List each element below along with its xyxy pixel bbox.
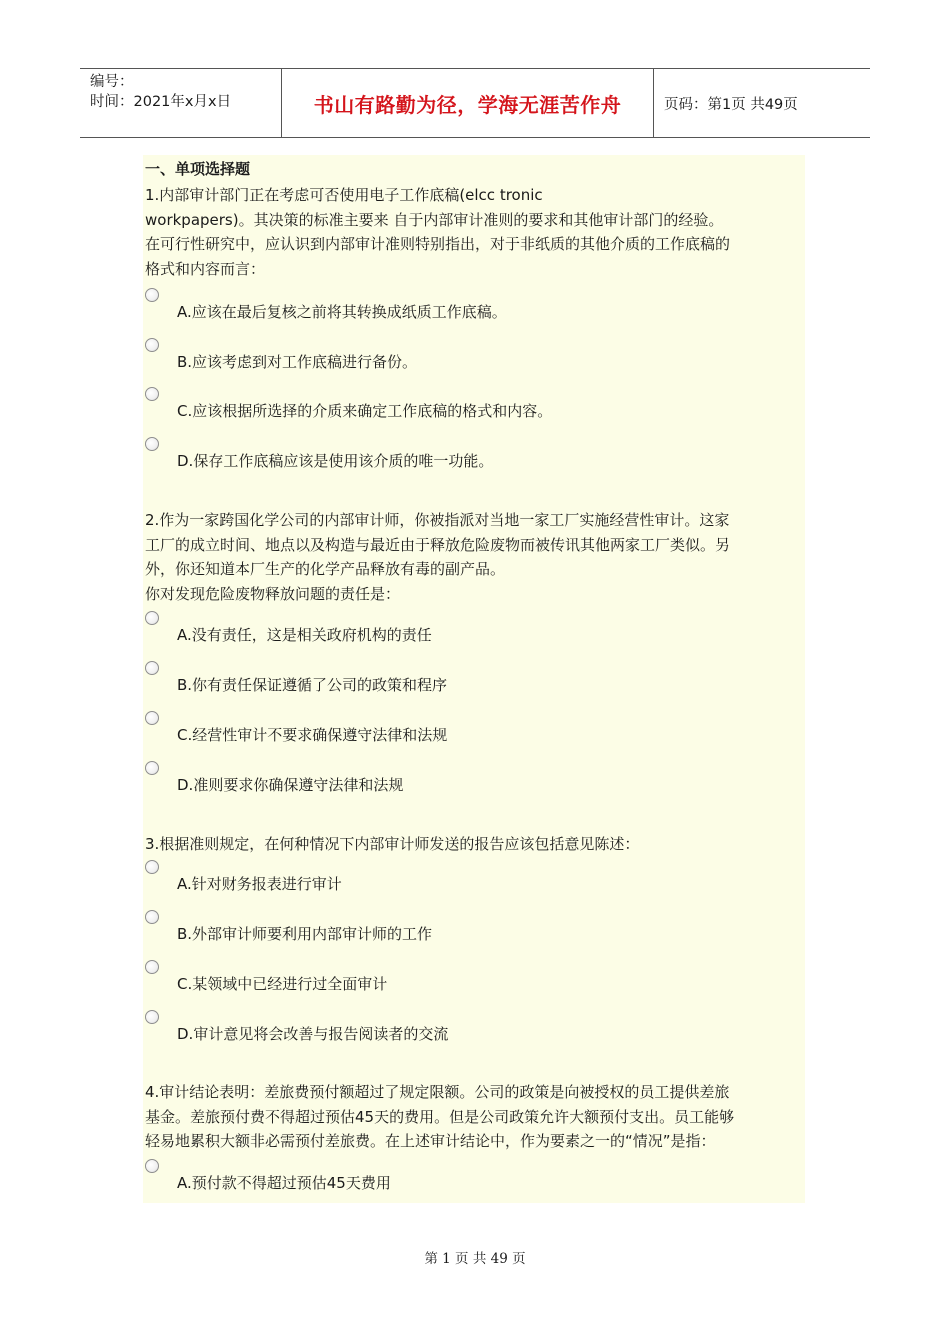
radio-q3-d[interactable] (145, 1010, 159, 1024)
radio-q4-a[interactable] (145, 1159, 159, 1173)
question-stem-2: 2.作为一家跨国化学公司的内部审计师，你被指派对当地一家工厂实施经营性审计。这家 工厂的成立时间、地点以及构造与最近由于释放危险废物而被传讯其他两家工厂类似。另 外，你还知道本厂生产的化学产品释放有毒的副产品。 你对发现危险废物释放问题的责任是： (145, 511, 731, 603)
header-meta (80, 69, 282, 137)
option-q2-d: D.准则要求你确保遵守法律和法规 (177, 776, 404, 794)
header-page-info: 页码：第1页 共49页 (664, 96, 798, 113)
option-q1-d: D.保存工作底稿应该是使用该介质的唯一功能。 (177, 452, 494, 470)
radio-q1-a[interactable] (145, 288, 159, 302)
header-motto: 书山有路勤为径，学海无涯苦作舟 (282, 69, 654, 137)
radio-q1-d[interactable] (145, 437, 159, 451)
option-q2-a: A.没有责任，这是相关政府机构的责任 (177, 626, 432, 644)
option-q2-c: C.经营性审计不要求确保遵守法律和法规 (177, 726, 448, 744)
option-q1-b: B.应该考虑到对工作底稿进行备份。 (177, 353, 418, 371)
option-q3-c: C.某领域中已经进行过全面审计 (177, 975, 388, 993)
radio-q2-d[interactable] (145, 761, 159, 775)
question-stem-4: 4.审计结论表明：差旅费预付额超过了规定限额。公司的政策是向被授权的员工提供差旅 基金。差旅预付费不得超过预估45天的费用。但是公司政策允许大额预付支出。员工能够 轻易地累积大额非必需预付差旅费。在上述审计结论中，作为要素之一的“情况”是指： (145, 1083, 735, 1150)
radio-q2-c[interactable] (145, 711, 159, 725)
radio-q3-b[interactable] (145, 910, 159, 924)
option-q3-a: A.针对财务报表进行审计 (177, 875, 342, 893)
number-label: 编号： (90, 74, 134, 90)
option-q4-a: A.预付款不得超过预估45天费用 (177, 1174, 391, 1192)
option-q1-c: C.应该根据所选择的介质来确定工作底稿的格式和内容。 (177, 402, 553, 420)
radio-q2-b[interactable] (145, 661, 159, 675)
radio-q3-a[interactable] (145, 860, 159, 874)
section-title: 一、单项选择题 (145, 160, 251, 178)
question-stem-3: 3.根据准则规定，在何种情况下内部审计师发送的报告应该包括意见陈述： (145, 835, 640, 853)
radio-q3-c[interactable] (145, 960, 159, 974)
page-footer: 第 1 页 共 49 页 (424, 1251, 526, 1267)
radio-q1-c[interactable] (145, 387, 159, 401)
option-q2-b: B.你有责任保证遵循了公司的政策和程序 (177, 676, 448, 694)
page-header (80, 68, 870, 138)
option-q3-b: B.外部审计师要利用内部审计师的工作 (177, 925, 433, 943)
time-label: 时间：2021年x月x日 (90, 94, 232, 110)
question-stem-1: 1.内部审计部门正在考虑可否使用电子工作底稿(elcc tronic workpapers)。其决策的标准主要来 自于内部审计准则的要求和其他审计部门的经验。 在可行性研究中，应认识到内部审计准则特别指出，对于非纸质的其他介质的工作底稿的 格式和内容而言： (145, 186, 731, 278)
radio-q1-b[interactable] (145, 338, 159, 352)
option-q3-d: D.审计意见将会改善与报告阅读者的交流 (177, 1025, 449, 1043)
radio-q2-a[interactable] (145, 611, 159, 625)
option-q1-a: A.应该在最后复核之前将其转换成纸质工作底稿。 (177, 303, 507, 321)
